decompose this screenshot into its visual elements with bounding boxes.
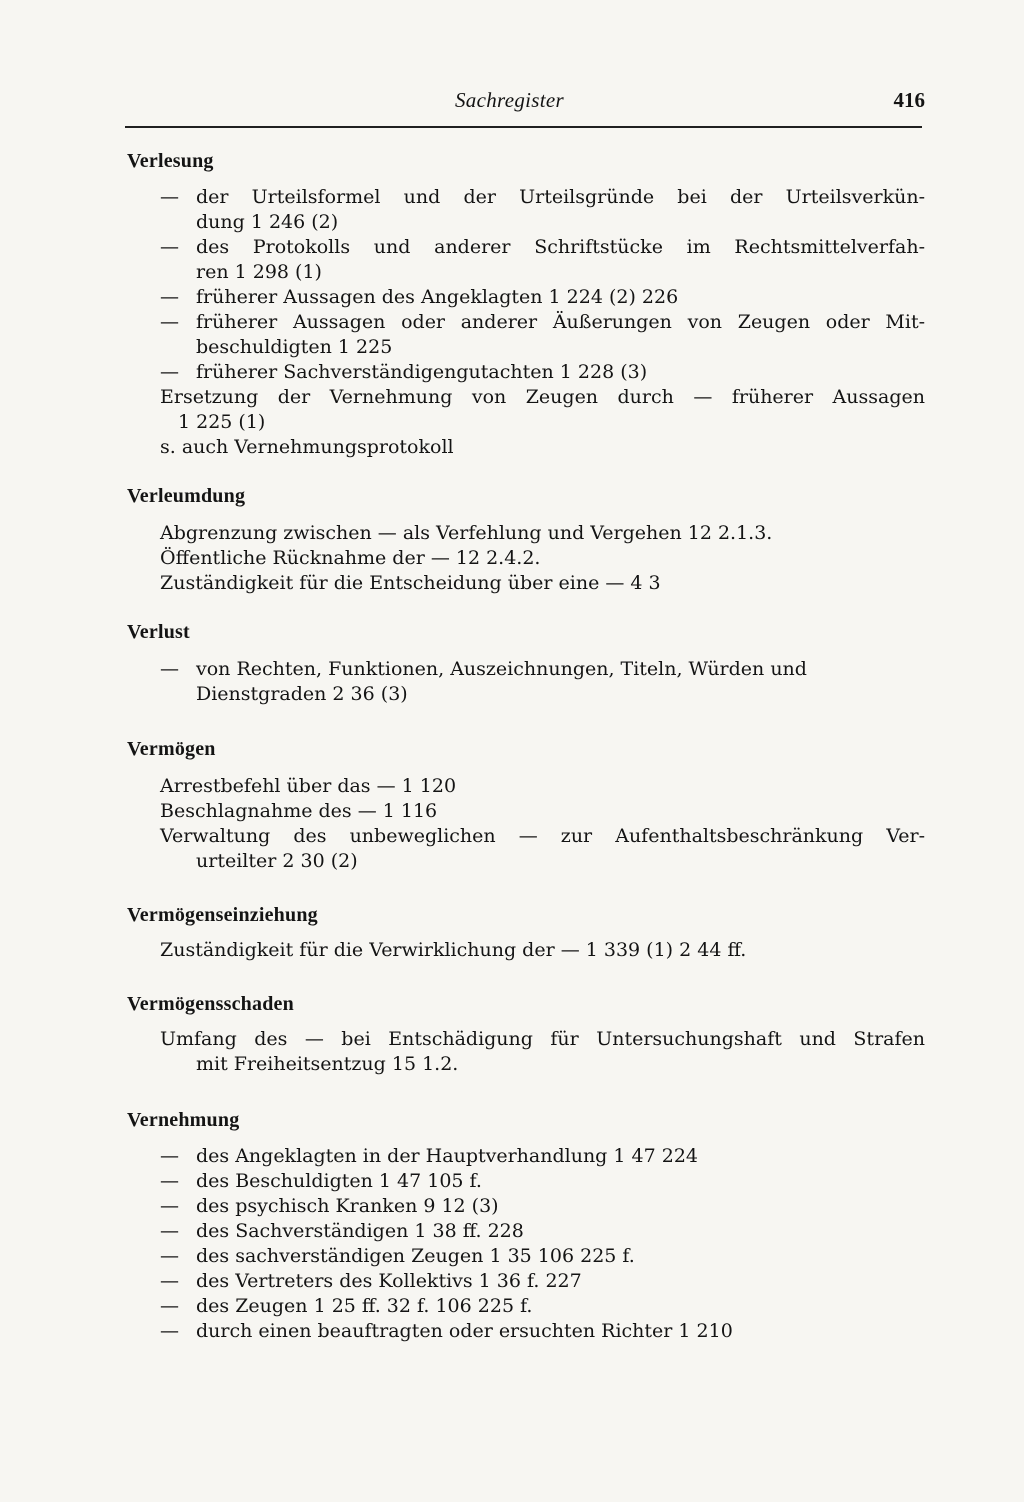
index-line: Umfang des — bei Entschädigung für Untersuchungshaft und Strafen [160, 1028, 925, 1050]
page-header [125, 86, 925, 120]
index-line-text: des Sachverständigen 1 38 ff. 228 [196, 1220, 524, 1242]
index-line: Zuständigkeit für die Entscheidung über eine — 4 3 [160, 572, 661, 594]
page-number: 416 [893, 88, 925, 112]
index-line: Zuständigkeit für die Verwirklichung der — 1 339 (1) 2 44 ff. [160, 939, 747, 961]
entry-heading-verlust: Verlust [127, 621, 190, 643]
index-line-text: des sachverständigen Zeugen 1 35 106 225 f. [196, 1245, 635, 1267]
entry-heading-vermoegen: Vermögen [127, 738, 216, 760]
cross-reference: s. auch Vernehmungsprotokoll [160, 436, 454, 458]
dash-glyph: — [160, 1220, 179, 1242]
index-line-continuation: Dienstgraden 2 36 (3) [196, 683, 408, 705]
header-rule [125, 126, 922, 128]
running-title: Sachregister [455, 88, 564, 112]
dash-glyph: — [160, 1245, 179, 1267]
index-line-text: durch einen beauftragten oder ersuchten Richter 1 210 [196, 1320, 733, 1342]
dash-glyph: — [160, 236, 179, 258]
index-line-text: des psychisch Kranken 9 12 (3) [196, 1195, 499, 1217]
dash-glyph: — [160, 186, 179, 208]
index-line-text: des Angeklagten in der Hauptverhandlung 1 47 224 [196, 1145, 698, 1167]
index-line-text: von Rechten, Funktionen, Auszeichnungen, Titeln, Würden und [196, 658, 807, 680]
index-line-text: des Beschuldigten 1 47 105 f. [196, 1170, 482, 1192]
entry-heading-vermoegenseinziehung: Vermögenseinziehung [127, 904, 318, 926]
index-line-text: früherer Aussagen des Angeklagten 1 224 (2) 226 [196, 286, 679, 308]
dash-glyph: — [160, 1295, 179, 1317]
index-line-text: früherer Sachverständigengutachten 1 228 (3) [196, 361, 648, 383]
dash-glyph: — [160, 311, 179, 333]
dash-glyph: — [160, 1170, 179, 1192]
index-line: Ersetzung der Vernehmung von Zeugen durch — früherer Aussagen [160, 386, 925, 408]
dash-glyph: — [160, 1320, 179, 1342]
dash-glyph: — [160, 286, 179, 308]
entry-heading-verleumdung: Verleumdung [127, 485, 246, 507]
index-line-continuation: ren 1 298 (1) [196, 261, 322, 283]
index-line-text: des Vertreters des Kollektivs 1 36 f. 227 [196, 1270, 582, 1292]
index-line-continuation: mit Freiheitsentzug 15 1.2. [196, 1053, 459, 1075]
entry-heading-verlesung: Verlesung [127, 150, 214, 172]
index-line: Verwaltung des unbeweglichen — zur Aufenthaltsbeschränkung Ver- [160, 825, 925, 847]
index-line-text: früherer Aussagen oder anderer Äußerungen von Zeugen oder Mit- [196, 311, 925, 333]
dash-glyph: — [160, 1270, 179, 1292]
dash-glyph: — [160, 1145, 179, 1167]
index-line-text: des Protokolls und anderer Schriftstücke im Rechtsmittelverfah- [196, 236, 925, 258]
index-line: Arrestbefehl über das — 1 120 [160, 775, 457, 797]
index-line: Öffentliche Rücknahme der — 12 2.4.2. [160, 547, 541, 569]
index-line: Abgrenzung zwischen — als Verfehlung und Vergehen 12 2.1.3. [160, 522, 773, 544]
index-line-continuation: 1 225 (1) [178, 411, 266, 433]
dash-glyph: — [160, 658, 179, 680]
index-line-continuation: urteilter 2 30 (2) [196, 850, 358, 872]
dash-glyph: — [160, 361, 179, 383]
entry-heading-vernehmung: Vernehmung [127, 1109, 240, 1131]
index-line-continuation: dung 1 246 (2) [196, 211, 339, 233]
index-line-text: der Urteilsformel und der Urteilsgründe bei der Urteilsverkün- [196, 186, 925, 208]
index-line-continuation: beschuldigten 1 225 [196, 336, 393, 358]
index-line-text: des Zeugen 1 25 ff. 32 f. 106 225 f. [196, 1295, 533, 1317]
dash-glyph: — [160, 1195, 179, 1217]
entry-heading-vermoegensschaden: Vermögensschaden [127, 993, 294, 1015]
index-line: Beschlagnahme des — 1 116 [160, 800, 438, 822]
